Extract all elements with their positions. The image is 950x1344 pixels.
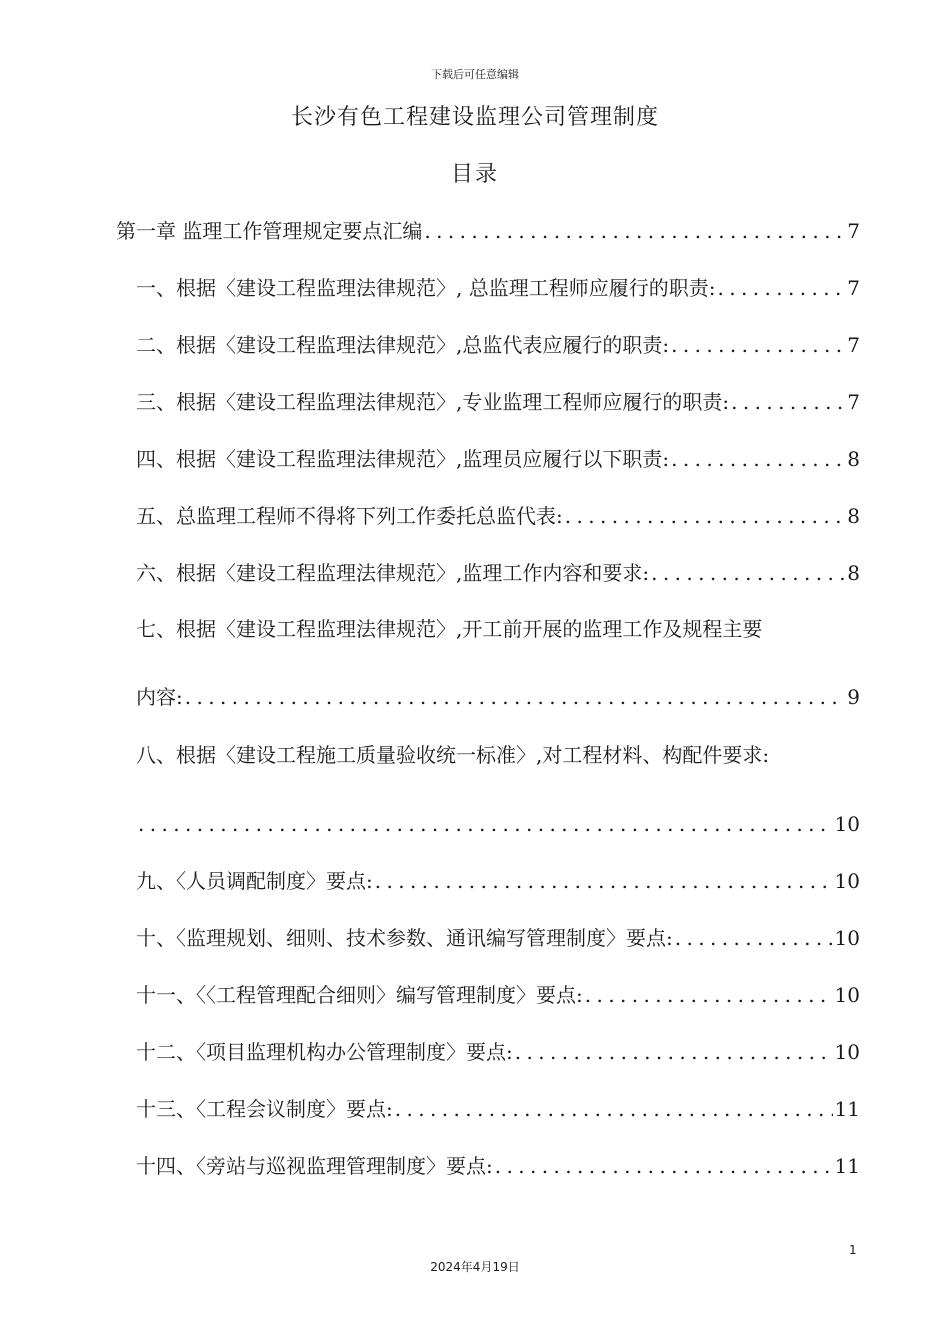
toc-entry-page: 11 bbox=[834, 1097, 860, 1121]
toc-entry-page: 7 bbox=[847, 333, 860, 357]
toc-entry[interactable] bbox=[136, 980, 860, 1010]
toc-leader-dots bbox=[515, 1037, 833, 1067]
toc-leader-dots bbox=[185, 682, 846, 712]
toc-entry[interactable] bbox=[136, 614, 860, 644]
header-note: 下载后可任意编辑 bbox=[431, 68, 519, 81]
toc-entry-text: 一、根据〈建设工程监理法律规范〉, 总监理工程师应履行的职责: bbox=[136, 276, 716, 300]
toc-leader-dots bbox=[424, 216, 845, 246]
toc-entry[interactable] bbox=[136, 387, 860, 417]
toc-entry-page: 7 bbox=[847, 276, 860, 300]
toc-leader-dots bbox=[671, 330, 845, 360]
toc-entry-text: 三、根据〈建设工程监理法律规范〉,专业监理工程师应履行的职责: bbox=[136, 390, 730, 414]
toc-entry[interactable] bbox=[136, 1151, 860, 1181]
toc-title: 目录 bbox=[450, 162, 499, 187]
toc-entry[interactable] bbox=[136, 1037, 860, 1067]
toc-leader-dots bbox=[671, 444, 845, 474]
toc-entry-page: 10 bbox=[834, 1040, 860, 1064]
toc-entry[interactable] bbox=[136, 444, 860, 474]
toc-entry-text: 十二、〈项目监理机构办公管理制度〉要点: bbox=[136, 1040, 513, 1064]
toc-leader-dots bbox=[495, 1151, 833, 1181]
toc-entry[interactable] bbox=[136, 1094, 860, 1124]
toc-leader-dots bbox=[395, 1094, 833, 1124]
toc-entry-text: 十三、〈工程会议制度〉要点: bbox=[136, 1097, 393, 1121]
toc-leader-dots bbox=[375, 866, 833, 896]
toc-leader-dots bbox=[585, 980, 833, 1010]
toc-entry-text: 五、总监理工程师不得将下列工作委托总监代表: bbox=[136, 504, 563, 528]
toc-entry-continuation[interactable] bbox=[136, 682, 860, 712]
toc-entry-page: 7 bbox=[847, 219, 860, 243]
toc-entry[interactable] bbox=[136, 330, 860, 360]
toc-entry-continuation[interactable] bbox=[136, 809, 860, 839]
toc-leader-dots bbox=[138, 809, 833, 839]
toc-entry-page: 10 bbox=[834, 983, 860, 1007]
toc-leader-dots bbox=[651, 558, 845, 588]
toc-entry-page: 8 bbox=[847, 447, 860, 471]
toc-entry-text: 六、根据〈建设工程监理法律规范〉,监理工作内容和要求: bbox=[136, 561, 650, 585]
toc-entry[interactable] bbox=[136, 558, 860, 588]
toc-entry-page: 10 bbox=[834, 926, 860, 950]
toc-entry-page: 11 bbox=[834, 1154, 860, 1178]
toc-entry-text: 七、根据〈建设工程监理法律规范〉,开工前开展的监理工作及规程主要 bbox=[136, 617, 763, 641]
toc-entry-page: 8 bbox=[847, 561, 860, 585]
toc-entry-text: 十、〈监理规划、细则、技术参数、通讯编写管理制度〉要点: bbox=[136, 926, 673, 950]
toc-entry[interactable] bbox=[136, 273, 860, 303]
toc-entry-page: 8 bbox=[847, 504, 860, 528]
toc-entry[interactable] bbox=[116, 216, 860, 246]
toc-entry[interactable] bbox=[136, 866, 860, 896]
toc-entry[interactable] bbox=[136, 923, 860, 953]
toc-entry[interactable] bbox=[136, 501, 860, 531]
toc-entry-page: 10 bbox=[834, 812, 860, 836]
toc-leader-dots bbox=[717, 273, 845, 303]
toc-leader-dots bbox=[731, 387, 845, 417]
toc-leader-dots bbox=[675, 923, 833, 953]
toc-entry-text: 八、根据〈建设工程施工质量验收统一标准〉,对工程材料、构配件要求: bbox=[136, 743, 770, 767]
toc-entry-text: 内容: bbox=[136, 685, 183, 709]
toc-entry-text: 九、〈人员调配制度〉要点: bbox=[136, 869, 373, 893]
toc-entry-page: 9 bbox=[847, 685, 860, 709]
page-number: 1 bbox=[849, 1243, 857, 1257]
toc-entry-page: 7 bbox=[847, 390, 860, 414]
toc-entry-text: 第一章 监理工作管理规定要点汇编 bbox=[116, 219, 423, 243]
toc-entry[interactable] bbox=[136, 740, 860, 770]
toc-entry-text: 十四、〈旁站与巡视监理管理制度〉要点: bbox=[136, 1154, 493, 1178]
toc-entry-text: 四、根据〈建设工程监理法律规范〉,监理员应履行以下职责: bbox=[136, 447, 670, 471]
document-title: 长沙有色工程建设监理公司管理制度 bbox=[290, 105, 659, 130]
toc-entry-text: 二、根据〈建设工程监理法律规范〉,总监代表应履行的职责: bbox=[136, 333, 670, 357]
toc-leader-dots bbox=[565, 501, 846, 531]
toc-entry-page: 10 bbox=[834, 869, 860, 893]
footer-date: 2024年4月19日 bbox=[430, 1260, 520, 1274]
toc-entry-text: 十一、〈〈工程管理配合细则〉编写管理制度〉要点: bbox=[136, 983, 583, 1007]
